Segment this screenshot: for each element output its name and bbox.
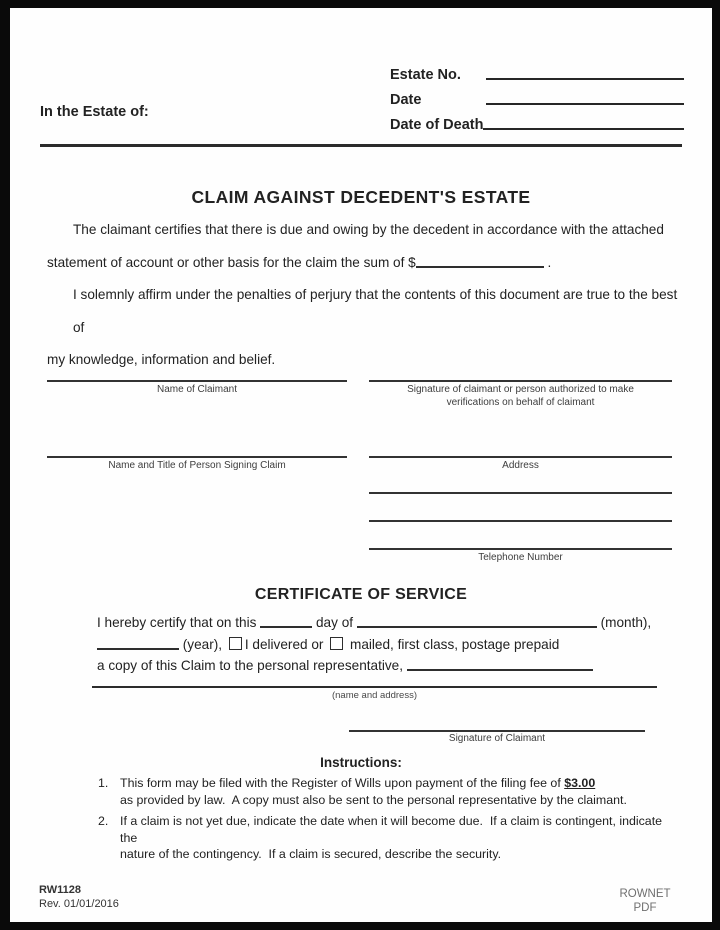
instruction-2-number: 2. — [98, 814, 109, 828]
estate-no-input-line[interactable] — [486, 78, 684, 80]
month-input-line[interactable] — [357, 613, 597, 628]
instruction-1-line1 — [120, 775, 627, 792]
signature-section — [47, 380, 672, 590]
instruction-item-1 — [98, 775, 676, 808]
name-title-signing-field — [47, 456, 347, 473]
estate-no-label: Estate No. — [390, 67, 461, 83]
form-sheet — [10, 8, 712, 922]
certificate-line1 — [97, 612, 662, 634]
mailed-checkbox[interactable] — [330, 637, 343, 650]
instruction-2-line2: nature of the contingency. If a claim is secured, describe the security. — [120, 847, 502, 861]
certificate-line3 — [97, 655, 662, 677]
address-extra-input-line-2[interactable] — [369, 520, 672, 522]
instruction-2-line1: If a claim is not yet due, indicate the date when it will become due. If a claim is contingent, indicate the — [120, 814, 666, 845]
instruction-1-line1-text: This form may be filed with the Register of Wills upon payment of the filing fee of — [120, 776, 565, 790]
telephone-label: Telephone Number — [478, 552, 563, 563]
instruction-item-2 — [98, 813, 676, 863]
address-extra-field-2 — [369, 520, 672, 522]
cert-l2-text-b: I delivered or — [244, 636, 324, 652]
cert-l3-text-a: a copy of this Claim to the personal representative, — [97, 658, 404, 673]
filing-fee-amount: $3.00 — [564, 776, 596, 790]
signature-authorized-field — [369, 380, 672, 409]
name-of-claimant-field — [47, 380, 347, 397]
date-of-death-label: Date of Death — [390, 117, 484, 133]
instruction-1-text — [120, 775, 627, 808]
estate-no-row — [390, 58, 684, 83]
name-of-claimant-input-line[interactable] — [47, 380, 347, 382]
form-number: RW1128 — [39, 884, 81, 896]
instruction-1-line2: as provided by law. A copy must also be sent to the personal representative by the claimant. — [120, 792, 627, 807]
certificate-text — [97, 612, 662, 677]
date-row — [390, 83, 684, 108]
date-of-death-input-line[interactable] — [483, 128, 684, 130]
signature-authorized-label-line1: Signature of claimant or person authorized to make — [407, 384, 634, 395]
telephone-field — [369, 548, 672, 565]
telephone-input-line[interactable] — [369, 548, 672, 550]
signature-authorized-input-line[interactable] — [369, 380, 672, 382]
date-label: Date — [390, 92, 422, 108]
certificate-title: CERTIFICATE OF SERVICE — [254, 586, 468, 603]
address-label: Address — [502, 460, 539, 471]
header-divider — [40, 144, 682, 147]
instructions-title: Instructions: — [320, 755, 402, 770]
paragraph2-line2: my knowledge, information and belief. — [47, 352, 276, 367]
address-input-line[interactable] — [369, 456, 672, 458]
in-the-estate-of-label: In the Estate of: — [40, 104, 149, 120]
name-title-signing-input-line[interactable] — [47, 456, 347, 458]
paragraph1-line2-text: statement of account or other basis for the claim the sum of $ — [47, 254, 416, 270]
instruction-1-number: 1. — [98, 776, 109, 790]
cert-l1-text-a: I hereby certify that on this — [97, 615, 257, 630]
delivered-checkbox[interactable] — [229, 637, 242, 650]
cert-l2-text-a: (year), — [182, 636, 223, 652]
footer-form-info — [39, 884, 119, 911]
address-extra-field-1 — [369, 492, 672, 494]
paragraph1-line2 — [47, 247, 684, 280]
body-paragraphs — [47, 214, 684, 377]
paragraph2-line1: I solemnly affirm under the penalties of perjury that the contents of this document are true to the best of — [73, 287, 678, 335]
claim-sum-input-line[interactable] — [416, 253, 544, 268]
brand-format: PDF — [633, 901, 657, 914]
year-input-line[interactable] — [97, 635, 179, 650]
instructions-list — [98, 775, 676, 863]
date-of-death-row — [390, 108, 684, 133]
paragraph1-period: . — [543, 254, 552, 270]
signature-of-claimant-label: Signature of Claimant — [448, 733, 546, 744]
cert-l1-text-b: day of — [316, 615, 354, 630]
brand-name: ROWNET — [619, 888, 671, 900]
name-address-input-line[interactable] — [92, 686, 657, 688]
cert-l2-text-c: mailed, first class, postage prepaid — [350, 636, 560, 652]
form-title: CLAIM AGAINST DECEDENT'S ESTATE — [191, 187, 531, 207]
footer-brand — [595, 888, 695, 915]
personal-representative-input-line[interactable] — [407, 656, 593, 671]
name-address-label: (name and address) — [331, 690, 418, 701]
instruction-2-text — [120, 813, 676, 863]
address-extra-input-line-1[interactable] — [369, 492, 672, 494]
revision-date: Rev. 01/01/2016 — [39, 897, 119, 910]
date-input-line[interactable] — [486, 103, 684, 105]
signature-of-claimant-input-line[interactable] — [349, 730, 645, 732]
day-input-line[interactable] — [260, 613, 312, 628]
name-of-claimant-label: Name of Claimant — [156, 384, 238, 395]
signature-authorized-label-line2: verifications on behalf of claimant — [446, 396, 595, 408]
name-title-signing-label: Name and Title of Person Signing Claim — [108, 460, 286, 471]
paragraph1-line1: The claimant certifies that there is due and owing by the decedent in accordance with the attached — [73, 222, 664, 237]
header-fields — [390, 58, 684, 133]
certificate-line2 — [97, 634, 662, 656]
cert-l1-text-c: (month), — [600, 615, 652, 630]
address-field — [369, 456, 672, 473]
